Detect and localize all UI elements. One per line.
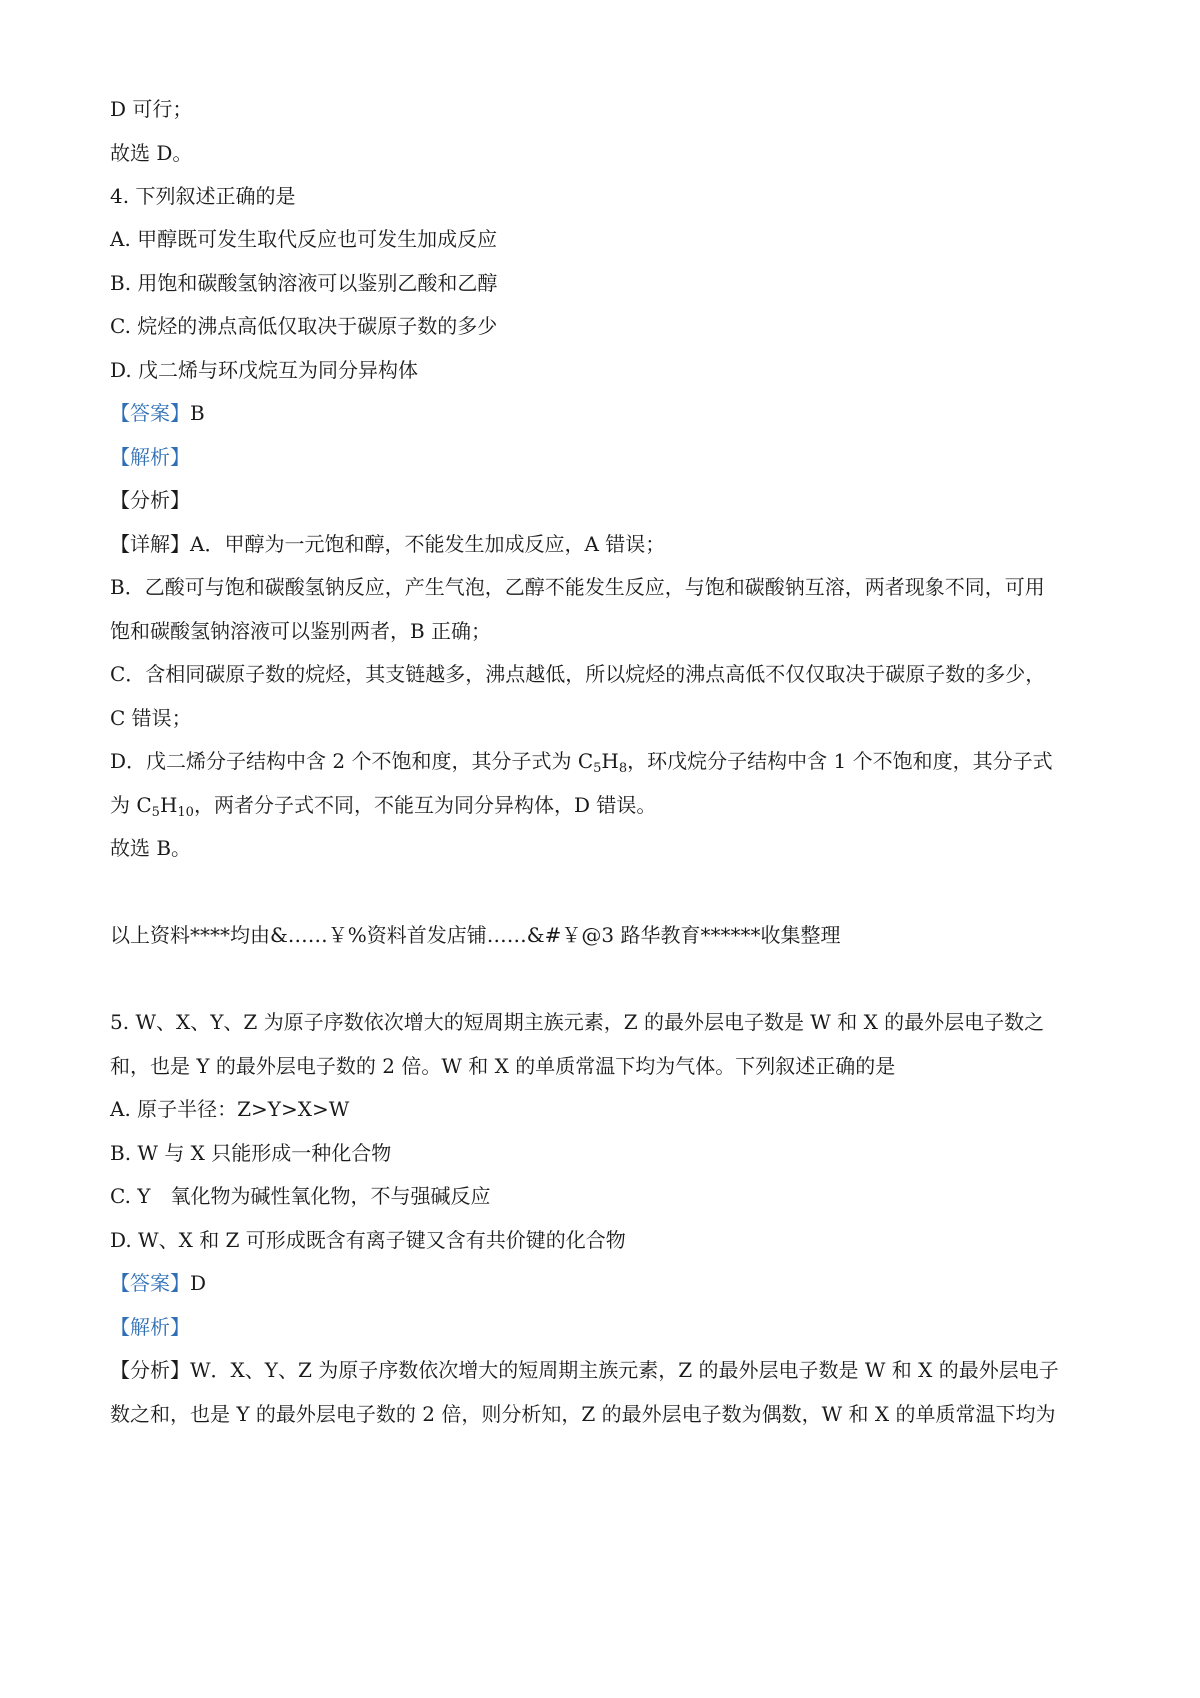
formula-text: D．戊二烯分子结构中含 2 个不饱和度，其分子式为 C bbox=[110, 749, 594, 773]
formula-text: 为 C bbox=[110, 793, 152, 817]
formula-text: H bbox=[601, 749, 619, 773]
q4-option-b: B. 用饱和碳酸氢钠溶液可以鉴别乙酸和乙醇 bbox=[110, 271, 498, 295]
q4-stem: 4. 下列叙述正确的是 bbox=[110, 184, 296, 208]
formula-text: ，环戊烷分子结构中含 1 个不饱和度，其分子式 bbox=[627, 749, 1053, 773]
q3-conclusion-line: D 可行； bbox=[110, 97, 193, 121]
q5-option-b: B. W 与 X 只能形成一种化合物 bbox=[110, 1141, 392, 1165]
q4-detail-c1: C．含相同碳原子数的烷烃，其支链越多，沸点越低，所以烷烃的沸点高低不仅仅取决于碳原子数的多少， bbox=[110, 662, 1046, 686]
q5-option-a: A. 原子半径：Z>Y>X>W bbox=[110, 1097, 350, 1121]
subscript: 10 bbox=[177, 805, 194, 820]
answer-tag: 【答案】 bbox=[110, 1271, 190, 1295]
subscript: 8 bbox=[618, 761, 628, 776]
q5-option-d: D. W、X 和 Z 可形成既含有离子键又含有共价键的化合物 bbox=[110, 1228, 626, 1252]
answer-tag: 【答案】 bbox=[110, 401, 190, 425]
q5-fenxi-line1: 【分析】W．X、Y、Z 为原子序数依次增大的短周期主族元素，Z 的最外层电子数是 W 和 X 的最外层电子 bbox=[110, 1358, 1059, 1382]
q4-analysis-tag: 【解析】 bbox=[110, 445, 190, 469]
q4-option-a: A. 甲醇既可发生取代反应也可发生加成反应 bbox=[110, 227, 498, 251]
q4-detail-a: 【详解】A．甲醇为一元饱和醇，不能发生加成反应，A 错误； bbox=[110, 532, 666, 556]
q4-option-c: C. 烷烃的沸点高低仅取决于碳原子数的多少 bbox=[110, 314, 498, 338]
q5-answer bbox=[110, 1269, 1100, 1297]
answer-value: D bbox=[190, 1271, 207, 1295]
q4-answer bbox=[110, 399, 1100, 427]
answer-value: B bbox=[190, 401, 205, 425]
q4-conclusion: 故选 B。 bbox=[110, 836, 192, 860]
q5-analysis-tag: 【解析】 bbox=[110, 1315, 190, 1339]
q5-fenxi-line2: 数之和，也是 Y 的最外层电子数的 2 倍，则分析知，Z 的最外层电子数为偶数，W 和 X 的单质常温下均为 bbox=[110, 1402, 1056, 1426]
formula-text: ，两者分子式不同，不能互为同分异构体，D 错误。 bbox=[193, 793, 657, 817]
formula-text: H bbox=[159, 793, 178, 817]
q4-detail-d1 bbox=[110, 747, 1100, 775]
q4-detail-b1: B．乙酸可与饱和碳酸氢钠反应，产生气泡，乙醇不能发生反应，与饱和碳酸钠互溶，两者现象不同，可用 bbox=[110, 575, 1045, 599]
q5-option-c: C. Y 氧化物为碱性氧化物，不与强碱反应 bbox=[110, 1184, 491, 1208]
subscript: 5 bbox=[593, 761, 602, 776]
q4-detail-c2: C 错误； bbox=[110, 706, 192, 730]
collection-notice: 以上资料****均由&……￥%资料首发店铺……&#￥@3 路华教育******收集整理 bbox=[110, 923, 841, 947]
q4-option-d: D. 戊二烯与环戊烷互为同分异构体 bbox=[110, 358, 419, 382]
q4-fenxi-tag: 【分析】 bbox=[110, 488, 190, 512]
q4-detail-d2 bbox=[110, 791, 1100, 819]
q4-detail-b2: 饱和碳酸氢钠溶液可以鉴别两者，B 正确； bbox=[110, 619, 492, 643]
subscript: 5 bbox=[151, 805, 160, 820]
q5-stem-line1: 5. W、X、Y、Z 为原子序数依次增大的短周期主族元素，Z 的最外层电子数是 W 和 X 的最外层电子数之 bbox=[110, 1010, 1045, 1034]
q5-stem-line2: 和，也是 Y 的最外层电子数的 2 倍。W 和 X 的单质常温下均为气体。下列叙述正确的是 bbox=[110, 1054, 896, 1078]
q3-choice-line: 故选 D。 bbox=[110, 141, 193, 165]
